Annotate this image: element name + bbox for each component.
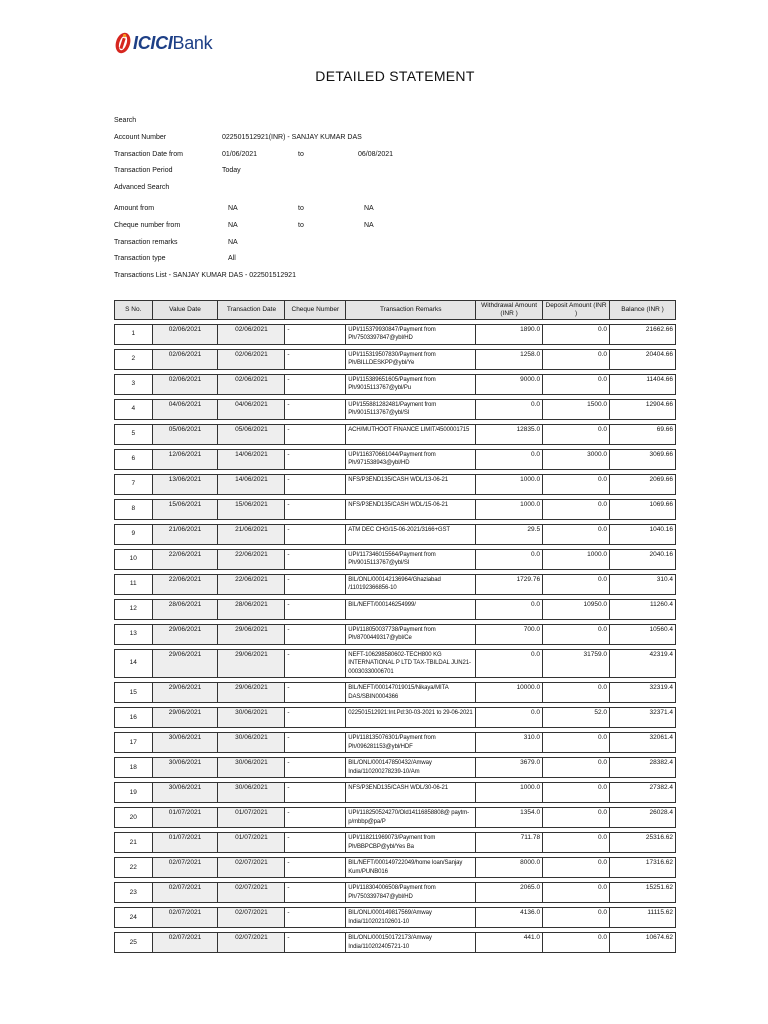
bank-logo-text: ICICIBank <box>133 32 213 53</box>
cell-remarks: 022501512921:Int.Pd:30-03-2021 to 29-06-2021 <box>346 707 476 728</box>
date-to: 06/08/2021 <box>358 150 394 158</box>
cell-remarks: UPI/118211969073/Payment from Ph/BBPCBP@ybl/Yes Ba <box>346 832 476 853</box>
cell-withdrawal: 1000.0 <box>476 474 543 495</box>
cell-s-no: 19 <box>114 782 153 803</box>
cell-withdrawal: 0.0 <box>476 649 543 678</box>
table-row <box>114 707 676 728</box>
table-row <box>114 882 676 903</box>
period-label: Transaction Period <box>114 167 173 175</box>
table-row <box>114 732 676 753</box>
cell-deposit: 0.0 <box>543 907 610 928</box>
cell-deposit: 0.0 <box>543 424 610 445</box>
cell-remarks: BIL/NEFT/000147019015/Nikaya/MITA DAS/SBIN0004366 <box>346 682 476 703</box>
cell-value-date: 28/06/2021 <box>153 599 219 620</box>
cell-cheque-number: - <box>285 449 346 470</box>
cell-withdrawal: 0.0 <box>476 449 543 470</box>
cell-s-no: 2 <box>114 349 153 370</box>
cell-cheque-number: - <box>285 599 346 620</box>
cell-remarks: UPI/155881282481/Payment from Ph/9015113767@ybl/SI <box>346 399 476 420</box>
cell-cheque-number: - <box>285 624 346 645</box>
cell-cheque-number: - <box>285 399 346 420</box>
cell-s-no: 13 <box>114 624 153 645</box>
cheque-from: NA <box>228 221 238 229</box>
cell-balance: 42319.4 <box>610 649 676 678</box>
cell-deposit: 0.0 <box>543 574 610 595</box>
cell-withdrawal: 12835.0 <box>476 424 543 445</box>
cell-remarks: UPI/115389651605/Payment from Ph/9015113767@ybl/Pu <box>346 374 476 395</box>
cell-s-no: 9 <box>114 524 153 545</box>
cell-transaction-date: 02/06/2021 <box>218 374 285 395</box>
cell-remarks: NFS/P3END135/CASH WDL/30-06-21 <box>346 782 476 803</box>
cell-deposit: 0.0 <box>543 882 610 903</box>
cell-balance: 17316.62 <box>610 857 676 878</box>
cell-balance: 69.66 <box>610 424 676 445</box>
header-transaction-remarks: Transaction Remarks <box>346 300 476 320</box>
cell-cheque-number: - <box>285 549 346 570</box>
cell-cheque-number: - <box>285 932 346 953</box>
cell-transaction-date: 29/06/2021 <box>218 682 285 703</box>
cheque-to-word: to <box>298 221 304 229</box>
cell-balance: 1040.16 <box>610 524 676 545</box>
table-row <box>114 907 676 928</box>
cell-s-no: 25 <box>114 932 153 953</box>
cell-cheque-number: - <box>285 524 346 545</box>
cell-value-date: 29/06/2021 <box>153 649 219 678</box>
date-to-word: to <box>298 150 304 158</box>
cell-withdrawal: 700.0 <box>476 624 543 645</box>
cell-withdrawal: 1000.0 <box>476 782 543 803</box>
cell-transaction-date: 14/06/2021 <box>218 474 285 495</box>
table-row <box>114 349 676 370</box>
cheque-to: NA <box>364 221 374 229</box>
cell-transaction-date: 04/06/2021 <box>218 399 285 420</box>
cell-balance: 32319.4 <box>610 682 676 703</box>
cell-cheque-number: - <box>285 882 346 903</box>
header-value-date: Value Date <box>153 300 219 320</box>
table-row <box>114 499 676 520</box>
cell-transaction-date: 02/07/2021 <box>218 907 285 928</box>
cell-value-date: 13/06/2021 <box>153 474 219 495</box>
cell-value-date: 29/06/2021 <box>153 707 219 728</box>
header-cheque-number: Cheque Number <box>285 300 346 320</box>
cell-deposit: 1500.0 <box>543 399 610 420</box>
cell-balance: 11260.4 <box>610 599 676 620</box>
cell-s-no: 23 <box>114 882 153 903</box>
cell-balance: 26028.4 <box>610 807 676 828</box>
cell-deposit: 0.0 <box>543 349 610 370</box>
cell-deposit: 31759.0 <box>543 649 610 678</box>
cell-balance: 3069.66 <box>610 449 676 470</box>
cell-s-no: 1 <box>114 324 153 345</box>
cell-s-no: 7 <box>114 474 153 495</box>
cell-deposit: 0.0 <box>543 732 610 753</box>
header-withdrawal-amount: Withdrawal Amount (INR ) <box>476 300 543 320</box>
cell-value-date: 30/06/2021 <box>153 732 219 753</box>
cell-cheque-number: - <box>285 682 346 703</box>
cell-s-no: 22 <box>114 857 153 878</box>
cell-value-date: 04/06/2021 <box>153 399 219 420</box>
remarks-value: NA <box>228 238 238 246</box>
table-row <box>114 449 676 470</box>
cell-value-date: 02/06/2021 <box>153 324 219 345</box>
table-row <box>114 857 676 878</box>
cell-remarks: NFS/P3END135/CASH WDL/15-06-21 <box>346 499 476 520</box>
cell-transaction-date: 14/06/2021 <box>218 449 285 470</box>
cell-deposit: 0.0 <box>543 832 610 853</box>
search-label: Search <box>114 117 137 124</box>
cell-remarks: UPI/118250524270/Old14116858808@ paytm-p/mbbp@pa/P <box>346 807 476 828</box>
table-row <box>114 324 676 345</box>
cell-withdrawal: 310.0 <box>476 732 543 753</box>
cell-deposit: 0.0 <box>543 932 610 953</box>
cell-value-date: 01/07/2021 <box>153 807 219 828</box>
bank-logo <box>113 30 212 56</box>
cell-balance: 2040.16 <box>610 549 676 570</box>
amount-label: Amount from <box>114 204 155 212</box>
cell-remarks: BIL/ONL/000142136964/Ghaziabad /110192366856-10 <box>346 574 476 595</box>
cell-balance: 32061.4 <box>610 732 676 753</box>
cell-remarks: UPI/117346015564/Payment from Ph/9015113767@ybl/SI <box>346 549 476 570</box>
cell-remarks: UPI/116370661044/Payment from Ph/971538943@ybl/HD <box>346 449 476 470</box>
table-row <box>114 807 676 828</box>
cell-transaction-date: 05/06/2021 <box>218 424 285 445</box>
table-row <box>114 682 676 703</box>
cell-cheque-number: - <box>285 732 346 753</box>
cell-withdrawal: 2065.0 <box>476 882 543 903</box>
cell-remarks: UPI/118135076301/Payment from Ph/096281153@ybl/HDF <box>346 732 476 753</box>
cell-deposit: 0.0 <box>543 624 610 645</box>
cell-value-date: 29/06/2021 <box>153 624 219 645</box>
cell-transaction-date: 29/06/2021 <box>218 649 285 678</box>
cell-transaction-date: 15/06/2021 <box>218 499 285 520</box>
amount-to-word: to <box>298 204 304 212</box>
cell-cheque-number: - <box>285 757 346 778</box>
cell-balance: 10674.62 <box>610 932 676 953</box>
cell-remarks: ATM DEC CHG/15-06-2021/3166+GST <box>346 524 476 545</box>
cell-withdrawal: 10000.0 <box>476 682 543 703</box>
cell-value-date: 22/06/2021 <box>153 549 219 570</box>
cell-deposit: 0.0 <box>543 757 610 778</box>
cell-s-no: 16 <box>114 707 153 728</box>
header-deposit-amount: Deposit Amount (INR ) <box>543 300 610 320</box>
cell-balance: 32371.4 <box>610 707 676 728</box>
cell-remarks: BIL/ONL/000149817569/Amway India/110202102601-10 <box>346 907 476 928</box>
cell-balance: 25316.62 <box>610 832 676 853</box>
cell-cheque-number: - <box>285 857 346 878</box>
table-header-row <box>114 300 676 320</box>
cell-value-date: 29/06/2021 <box>153 682 219 703</box>
cell-cheque-number: - <box>285 832 346 853</box>
cell-value-date: 02/07/2021 <box>153 907 219 928</box>
cell-value-date: 30/06/2021 <box>153 757 219 778</box>
cell-withdrawal: 4136.0 <box>476 907 543 928</box>
cell-transaction-date: 30/06/2021 <box>218 782 285 803</box>
table-row <box>114 549 676 570</box>
cell-cheque-number: - <box>285 782 346 803</box>
table-row <box>114 374 676 395</box>
cell-s-no: 5 <box>114 424 153 445</box>
header-transaction-date: Transaction Date <box>218 300 285 320</box>
cell-withdrawal: 1354.0 <box>476 807 543 828</box>
cell-transaction-date: 02/07/2021 <box>218 857 285 878</box>
cell-transaction-date: 29/06/2021 <box>218 624 285 645</box>
cell-deposit: 0.0 <box>543 857 610 878</box>
cell-remarks: BIL/ONL/000150172173/Amway India/110202405721-10 <box>346 932 476 953</box>
cell-deposit: 0.0 <box>543 524 610 545</box>
cell-balance: 11115.62 <box>610 907 676 928</box>
cell-withdrawal: 9000.0 <box>476 374 543 395</box>
cell-remarks: ACH/MUTHOOT FINANCE LIMIT/4500001715 <box>346 424 476 445</box>
cell-transaction-date: 30/06/2021 <box>218 732 285 753</box>
cell-remarks: NEFT-106298580602-TECH800 KG INTERNATIONAL P LTD TAX-TBILDAL JUN21-00030330006701 <box>346 649 476 678</box>
cell-withdrawal: 1258.0 <box>476 349 543 370</box>
table-row <box>114 649 676 678</box>
cell-s-no: 10 <box>114 549 153 570</box>
cell-deposit: 0.0 <box>543 374 610 395</box>
cell-cheque-number: - <box>285 374 346 395</box>
cell-deposit: 0.0 <box>543 499 610 520</box>
cell-withdrawal: 1000.0 <box>476 499 543 520</box>
cell-deposit: 0.0 <box>543 324 610 345</box>
cell-transaction-date: 21/06/2021 <box>218 524 285 545</box>
header-balance: Balance (INR ) <box>610 300 676 320</box>
cell-balance: 15251.62 <box>610 882 676 903</box>
advanced-search-label: Advanced Search <box>114 184 170 192</box>
cell-balance: 12904.66 <box>610 399 676 420</box>
period-value: Today <box>222 167 241 175</box>
cell-s-no: 14 <box>114 649 153 678</box>
cell-value-date: 01/07/2021 <box>153 832 219 853</box>
cell-value-date: 02/06/2021 <box>153 349 219 370</box>
cell-s-no: 17 <box>114 732 153 753</box>
cell-transaction-date: 02/06/2021 <box>218 349 285 370</box>
cell-value-date: 15/06/2021 <box>153 499 219 520</box>
header-s-no: S No. <box>114 300 153 320</box>
cell-value-date: 02/07/2021 <box>153 882 219 903</box>
cell-transaction-date: 02/07/2021 <box>218 932 285 953</box>
cell-withdrawal: 1890.0 <box>476 324 543 345</box>
table-row <box>114 399 676 420</box>
type-value: All <box>228 255 236 263</box>
cell-value-date: 21/06/2021 <box>153 524 219 545</box>
cell-withdrawal: 0.0 <box>476 399 543 420</box>
cell-s-no: 6 <box>114 449 153 470</box>
icici-logo-icon <box>113 31 131 55</box>
cell-remarks: BIL/NEFT/000146254999/ <box>346 599 476 620</box>
cell-withdrawal: 0.0 <box>476 599 543 620</box>
cell-transaction-date: 28/06/2021 <box>218 599 285 620</box>
cell-balance: 11404.66 <box>610 374 676 395</box>
cell-value-date: 22/06/2021 <box>153 574 219 595</box>
cell-transaction-date: 02/06/2021 <box>218 324 285 345</box>
cell-s-no: 20 <box>114 807 153 828</box>
table-row <box>114 932 676 953</box>
table-row <box>114 574 676 595</box>
cell-deposit: 10950.0 <box>543 599 610 620</box>
cell-deposit: 1000.0 <box>543 549 610 570</box>
cell-withdrawal: 0.0 <box>476 707 543 728</box>
cell-withdrawal: 0.0 <box>476 549 543 570</box>
cell-cheque-number: - <box>285 707 346 728</box>
cell-deposit: 0.0 <box>543 682 610 703</box>
cell-balance: 21662.66 <box>610 324 676 345</box>
cell-remarks: UPI/115379930847/Payment from Ph/7503397847@ybl/HD <box>346 324 476 345</box>
cell-deposit: 3000.0 <box>543 449 610 470</box>
cell-deposit: 52.0 <box>543 707 610 728</box>
cell-balance: 2069.66 <box>610 474 676 495</box>
account-label: Account Number <box>114 133 167 141</box>
cell-s-no: 15 <box>114 682 153 703</box>
cell-value-date: 12/06/2021 <box>153 449 219 470</box>
cell-remarks: UPI/118050037738/Payment from Ph/8700449317@ybl/Ce <box>346 624 476 645</box>
remarks-label: Transaction remarks <box>114 238 178 246</box>
cell-cheque-number: - <box>285 907 346 928</box>
cell-cheque-number: - <box>285 349 346 370</box>
cell-s-no: 4 <box>114 399 153 420</box>
account-value: 022501512921(INR) - SANJAY KUMAR DAS <box>222 133 362 141</box>
cell-cheque-number: - <box>285 474 346 495</box>
cell-deposit: 0.0 <box>543 474 610 495</box>
date-label: Transaction Date from <box>114 150 183 158</box>
cell-withdrawal: 8000.0 <box>476 857 543 878</box>
cell-cheque-number: - <box>285 424 346 445</box>
amount-from: NA <box>228 204 238 212</box>
cell-transaction-date: 22/06/2021 <box>218 574 285 595</box>
cell-value-date: 02/07/2021 <box>153 932 219 953</box>
cell-withdrawal: 1729.76 <box>476 574 543 595</box>
cell-balance: 28382.4 <box>610 757 676 778</box>
type-label: Transaction type <box>114 255 166 263</box>
cell-balance: 10560.4 <box>610 624 676 645</box>
cell-remarks: BIL/NEFT/000149722049/home loan/Sanjay Kum/PUNB016 <box>346 857 476 878</box>
cell-balance: 1069.66 <box>610 499 676 520</box>
table-row <box>114 524 676 545</box>
amount-to: NA <box>364 204 374 212</box>
cell-transaction-date: 22/06/2021 <box>218 549 285 570</box>
cell-s-no: 18 <box>114 757 153 778</box>
cell-s-no: 11 <box>114 574 153 595</box>
cell-s-no: 3 <box>114 374 153 395</box>
cell-value-date: 05/06/2021 <box>153 424 219 445</box>
cell-balance: 310.4 <box>610 574 676 595</box>
cell-s-no: 24 <box>114 907 153 928</box>
cell-s-no: 12 <box>114 599 153 620</box>
table-row <box>114 832 676 853</box>
cell-s-no: 21 <box>114 832 153 853</box>
cell-remarks: UPI/118304006508/Payment from Ph/7503397847@ybl/HD <box>346 882 476 903</box>
cell-remarks: BIL/ONL/000147850432/Amway India/110200278239-10/Am <box>346 757 476 778</box>
cell-transaction-date: 30/06/2021 <box>218 757 285 778</box>
cell-transaction-date: 01/07/2021 <box>218 832 285 853</box>
cell-cheque-number: - <box>285 574 346 595</box>
cell-value-date: 02/06/2021 <box>153 374 219 395</box>
table-row <box>114 599 676 620</box>
table-row <box>114 782 676 803</box>
transactions-list-label: Transactions List - SANJAY KUMAR DAS - 022501512921 <box>114 272 296 280</box>
cell-transaction-date: 02/07/2021 <box>218 882 285 903</box>
table-row <box>114 474 676 495</box>
cell-remarks: NFS/P3END135/CASH WDL/13-06-21 <box>346 474 476 495</box>
cell-s-no: 8 <box>114 499 153 520</box>
cell-value-date: 30/06/2021 <box>153 782 219 803</box>
cell-deposit: 0.0 <box>543 782 610 803</box>
cell-transaction-date: 30/06/2021 <box>218 707 285 728</box>
cell-balance: 20404.66 <box>610 349 676 370</box>
cell-withdrawal: 29.5 <box>476 524 543 545</box>
cell-deposit: 0.0 <box>543 807 610 828</box>
cell-withdrawal: 3679.0 <box>476 757 543 778</box>
table-row <box>114 757 676 778</box>
date-from: 01/06/2021 <box>222 150 258 158</box>
cell-withdrawal: 711.78 <box>476 832 543 853</box>
cell-cheque-number: - <box>285 807 346 828</box>
cell-remarks: UPI/115319507830/Payment from Ph/BILLDESKPP@ybl/Ye <box>346 349 476 370</box>
table-row <box>114 624 676 645</box>
cell-transaction-date: 01/07/2021 <box>218 807 285 828</box>
page-title: DETAILED STATEMENT <box>315 68 475 84</box>
cell-cheque-number: - <box>285 324 346 345</box>
transactions-table <box>114 296 676 957</box>
table-row <box>114 424 676 445</box>
cheque-label: Cheque number from <box>114 221 181 229</box>
cell-cheque-number: - <box>285 499 346 520</box>
cell-value-date: 02/07/2021 <box>153 857 219 878</box>
cell-withdrawal: 441.0 <box>476 932 543 953</box>
cell-cheque-number: - <box>285 649 346 678</box>
cell-balance: 27382.4 <box>610 782 676 803</box>
